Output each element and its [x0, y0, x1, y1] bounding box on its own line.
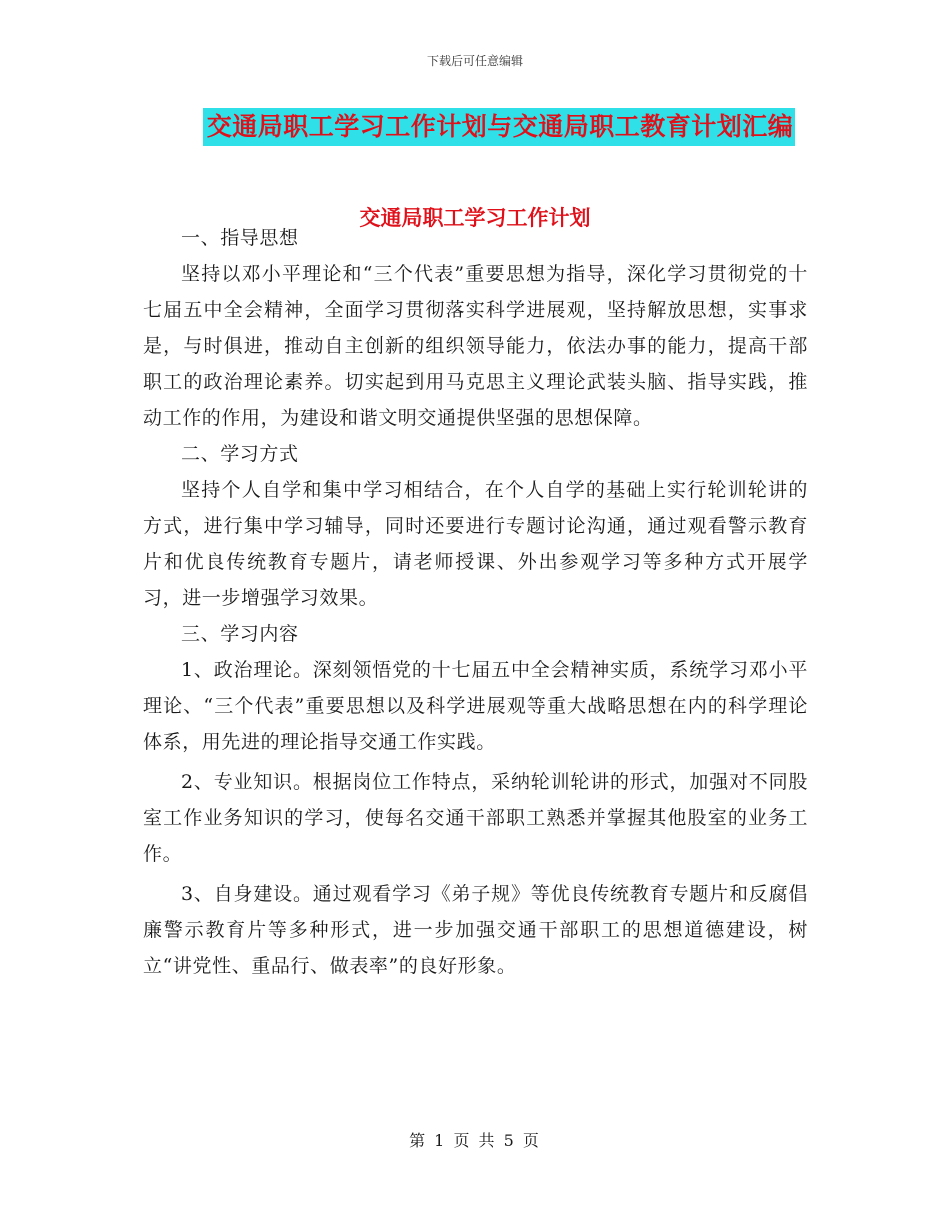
- paragraph-learning-method: 坚持个人自学和集中学习相结合，在个人自学的基础上实行轮训轮讲的方式，进行集中学习辅导，同时还要进行专题讨论沟通，通过观看警示教育片和优良传统教育专题片，请老师授课、外出参观学习等多种方式开展学习，进一步增强学习效果。: [143, 479, 808, 609]
- heading-learning-content: 三、学习内容: [181, 623, 299, 645]
- heading-guiding-ideology: 一、指导思想: [181, 227, 299, 249]
- section-title: 交通局职工学习工作计划: [359, 205, 591, 230]
- page-number: 第 1 页 共 5 页: [409, 1131, 541, 1150]
- document-title-container: [0, 108, 950, 146]
- paragraph-political-theory: 1、政治理论。深刻领悟党的十七届五中全会精神实质，系统学习邓小平理论、“三个代表”重要思想以及科学进展观等重大战略思想在内的科学理论体系，用先进的理论指导交通工作实践。: [143, 659, 808, 753]
- document-title: 交通局职工学习工作计划与交通局职工教育计划汇编: [203, 108, 796, 146]
- paragraph-professional-knowledge: 2、专业知识。根据岗位工作特点，采纳轮训轮讲的形式，加强对不同股室工作业务知识的学习，使每名交通干部职工熟悉并掌握其他股室的业务工作。: [143, 771, 808, 865]
- document-body: [143, 220, 808, 984]
- header-note: 下载后可任意编辑: [426, 54, 523, 68]
- paragraph-self-building: 3、自身建设。通过观看学习《弟子规》等优良传统教育专题片和反腐倡廉警示教育片等多种形式，进一步加强交通干部职工的思想道德建设，树立“讲党性、重品行、做表率”的良好形象。: [143, 883, 808, 977]
- paragraph-guiding-ideology: 坚持以邓小平理论和“三个代表”重要思想为指导，深化学习贯彻党的十七届五中全会精神，全面学习贯彻落实科学进展观，坚持解放思想，实事求是，与时俱进，推动自主创新的组织领导能力，依法办事的能力，提高干部职工的政治理论素养。切实起到用马克思主义理论武装头脑、指导实践，推动工作的作用，为建设和谐文明交通提供坚强的思想保障。: [143, 263, 808, 429]
- heading-learning-method: 二、学习方式: [181, 443, 299, 465]
